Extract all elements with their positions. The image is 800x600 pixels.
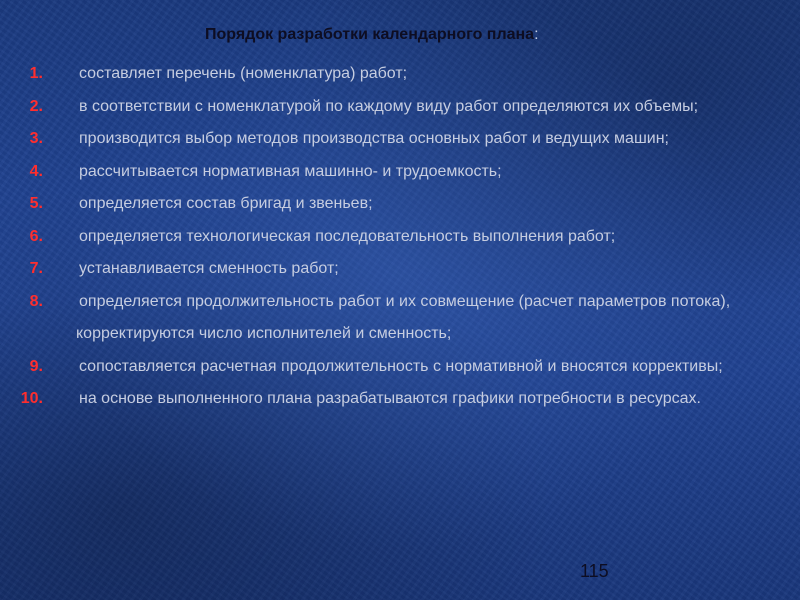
list-item-text: составляет перечень (номенклатура) работ; xyxy=(79,65,408,82)
list-item-number: 8. xyxy=(29,292,43,310)
list-item-text: в соответствии с номенклатурой по каждому виду работ определяются их объемы; xyxy=(79,97,699,115)
list-item xyxy=(0,156,800,189)
list-item-text: устанавливается сменность работ; xyxy=(79,260,339,277)
list-item-text: сопоставляется расчетная продолжительность с нормативной и вносятся коррективы; xyxy=(79,357,723,375)
slide-title xyxy=(205,26,539,44)
list-item-number: 5. xyxy=(29,195,43,212)
slide-title-text: Порядок разработки календарного плана xyxy=(205,26,535,43)
list-item xyxy=(0,253,800,286)
slide-title-colon: : xyxy=(534,26,539,43)
list-item-text: на основе выполненного плана разрабатываются графики потребности в ресурсах. xyxy=(79,390,701,407)
list-item-number: 2. xyxy=(29,97,43,115)
list-item-text: определяется состав бригад и звеньев; xyxy=(79,195,373,212)
list-item xyxy=(0,58,800,91)
list-item xyxy=(0,351,800,384)
list-item-text: производится выбор методов производства основных работ и ведущих машин; xyxy=(79,130,669,147)
list-item xyxy=(0,286,800,351)
list-item xyxy=(0,383,800,416)
list-item-number: 7. xyxy=(29,260,43,277)
page-number: 115 xyxy=(580,561,609,581)
list-item-number: 4. xyxy=(29,162,43,180)
list-item-number: 6. xyxy=(29,227,43,245)
list-item-number: 3. xyxy=(29,130,43,147)
list-item xyxy=(0,221,800,254)
steps-list xyxy=(0,58,800,416)
list-item-text: определяется технологическая последовательность выполнения работ; xyxy=(79,227,616,245)
list-item xyxy=(0,91,800,124)
list-item xyxy=(0,123,800,156)
list-item-number: 1. xyxy=(29,65,43,82)
list-item-number: 9. xyxy=(29,357,43,375)
list-item xyxy=(0,188,800,221)
list-item-number: 10. xyxy=(20,390,43,407)
list-item-text: рассчитывается нормативная машинно- и трудоемкость; xyxy=(79,162,502,180)
list-item-text: определяется продолжительность работ и их совмещение (расчет параметров потока), корректируются число исполнителей и сменность; xyxy=(76,292,731,342)
